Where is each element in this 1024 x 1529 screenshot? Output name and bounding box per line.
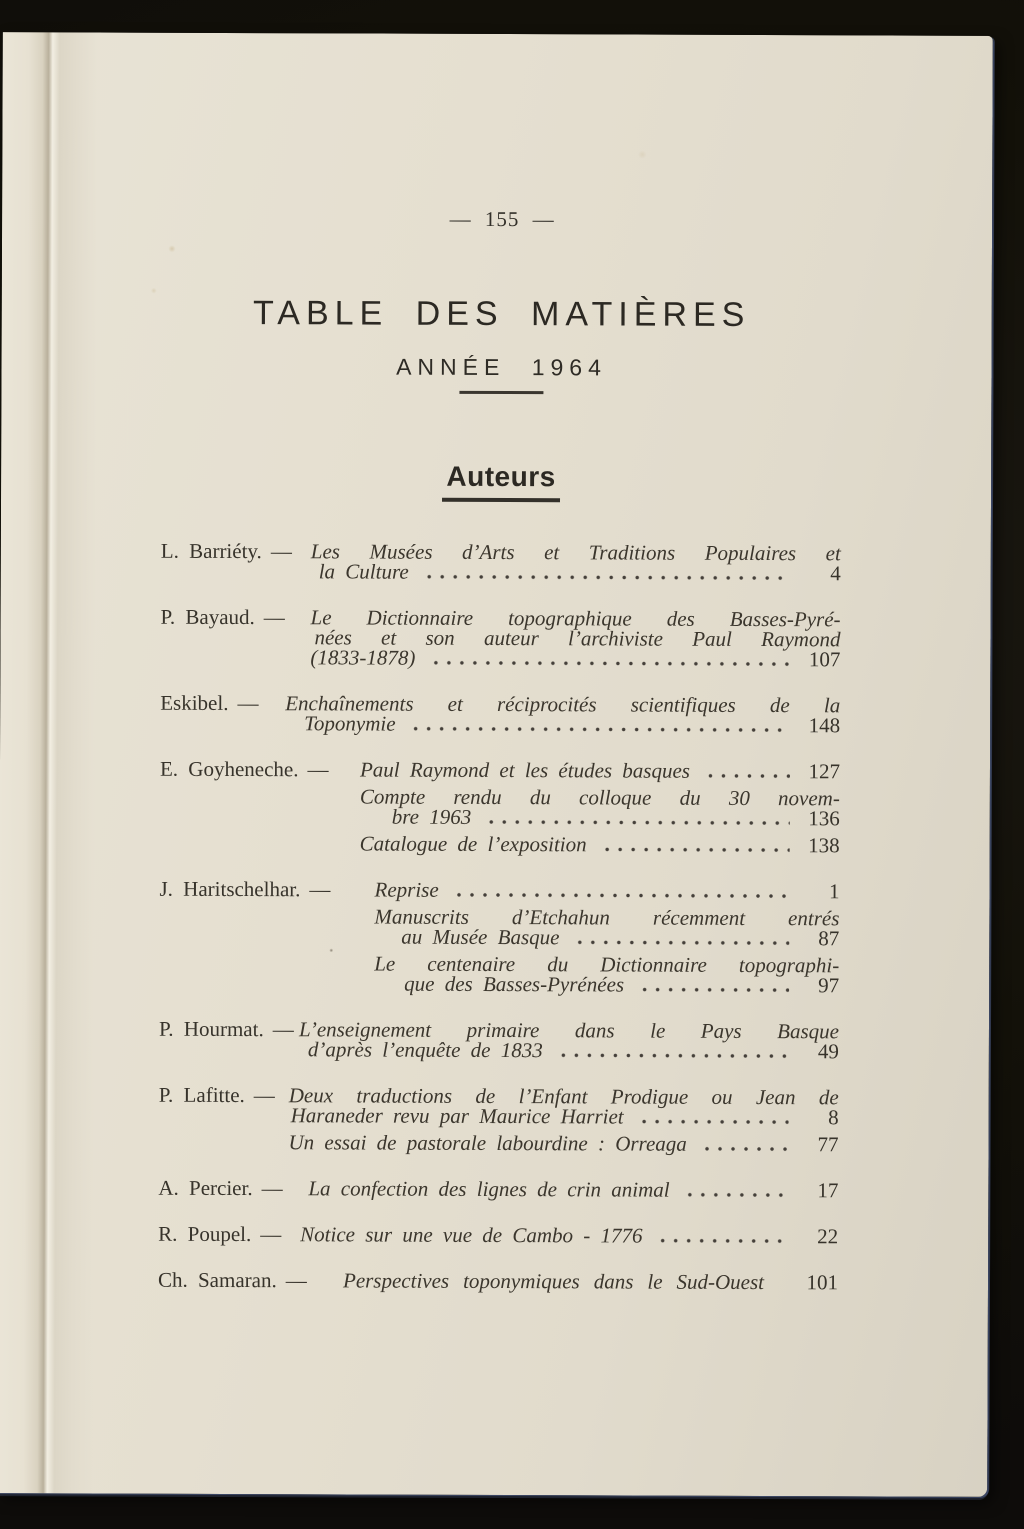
toc-entry xyxy=(159,876,840,998)
toc-work xyxy=(157,1267,839,1295)
toc-line xyxy=(158,1221,839,1249)
toc-title-text: Le centenaire du Dictionnaire topographi- xyxy=(374,951,840,978)
toc-title-text: bre 1963 xyxy=(391,804,472,829)
toc-author: Eskibel. — xyxy=(160,690,259,716)
page-folio: — 155 — xyxy=(449,206,555,232)
section-heading-auteurs: Auteurs xyxy=(442,461,559,502)
toc-title-text: Perspectives toponymiques dans le Sud-Ouest xyxy=(342,1268,765,1295)
toc-author-dash: — xyxy=(261,1176,283,1201)
toc-work xyxy=(159,756,841,784)
toc-title-text: la Culture xyxy=(318,559,409,584)
toc-title-text: Reprise xyxy=(374,877,439,902)
toc-title-text: Paul Raymond et les études basques xyxy=(359,757,691,783)
toc-author: Ch. Samaran. — xyxy=(157,1267,307,1293)
toc-author: J. Haritschelhar. — xyxy=(159,876,331,902)
toc-author-dash: — xyxy=(270,539,292,564)
page-subtitle: ANNÉE 1964 xyxy=(396,353,607,381)
toc-author-dash: — xyxy=(260,1222,282,1247)
toc-page-number: 101 xyxy=(806,1270,839,1295)
toc-entry xyxy=(157,1267,839,1295)
toc-title-text: Un essai de pastorale labourdine : Orreaga xyxy=(288,1130,687,1156)
toc-line xyxy=(160,647,840,670)
toc-page-number: 127 xyxy=(808,759,841,784)
dot-leader xyxy=(601,846,790,853)
toc-title-text: d’après l’enquête de 1833 xyxy=(307,1037,543,1063)
toc-page-number: 22 xyxy=(817,1224,839,1249)
toc-author-dash: — xyxy=(307,757,329,782)
toc-work xyxy=(159,953,839,996)
toc-title-text: Toponymie xyxy=(304,711,396,736)
title-rule xyxy=(459,391,543,394)
toc-author: P. Bayaud. — xyxy=(160,604,285,630)
toc-line xyxy=(160,690,841,718)
toc-page-number: 17 xyxy=(817,1178,839,1203)
toc-author: E. Goyheneche. — xyxy=(159,756,329,782)
toc-line xyxy=(160,806,840,829)
toc-title-text: Les Musées d’Arts et Traditions Populaires et xyxy=(310,539,841,566)
book-page-scan xyxy=(0,32,993,1497)
dot-leader xyxy=(410,726,791,733)
toc-title-text: (1833-1878) xyxy=(310,645,416,670)
toc-line xyxy=(160,833,840,856)
toc-title-text: Catalogue de l’exposition xyxy=(359,831,587,857)
toc-work xyxy=(158,1221,839,1249)
toc-author: R. Poupel. — xyxy=(158,1221,282,1247)
toc-line xyxy=(159,876,840,904)
toc-line xyxy=(160,627,840,650)
toc-author: P. Lafitte. — xyxy=(158,1082,275,1108)
toc-author-dash: — xyxy=(237,691,259,716)
toc-title-text: L’enseignement primaire dans le Pays Basque xyxy=(298,1017,840,1044)
toc-title-text: Haraneder revu par Maurice Harriet xyxy=(290,1103,624,1129)
toc-author: P. Hourmat. — xyxy=(158,1016,294,1042)
toc-work xyxy=(158,1082,839,1130)
section-heading-wrap xyxy=(161,460,841,504)
dot-leader xyxy=(657,1238,789,1245)
toc-page-number: 1 xyxy=(828,879,840,904)
toc-page-number: 138 xyxy=(808,833,840,858)
toc-line xyxy=(159,973,839,996)
toc-page-number: 97 xyxy=(818,973,840,998)
toc-entry xyxy=(158,1082,839,1157)
toc-title-text: nées et son auteur l’archiviste Paul Raymond xyxy=(314,625,841,652)
toc-title-text: Enchaînements et réciprocités scientifiques de la xyxy=(285,691,841,718)
page-title: TABLE DES MATIÈRES xyxy=(253,294,751,334)
toc-line xyxy=(157,1267,839,1295)
toc-work xyxy=(158,1016,840,1064)
toc-work xyxy=(160,786,840,829)
toc-work xyxy=(158,1175,839,1203)
toc-line xyxy=(159,1105,839,1128)
toc-page-number: 148 xyxy=(808,713,841,738)
toc-work xyxy=(160,604,841,672)
dot-leader xyxy=(778,1284,788,1290)
dot-leader xyxy=(423,574,791,581)
toc-work xyxy=(159,1132,839,1155)
toc-entry xyxy=(159,756,841,858)
toc-entry xyxy=(160,690,841,738)
toc-work xyxy=(160,690,841,738)
page-content xyxy=(157,33,843,1497)
dot-leader xyxy=(485,819,790,826)
dot-leader xyxy=(453,892,790,899)
toc-page-number: 8 xyxy=(828,1105,839,1130)
dot-leader xyxy=(573,939,789,946)
toc-line xyxy=(159,756,841,784)
toc-line xyxy=(160,786,840,809)
toc-work xyxy=(160,833,840,856)
toc-page-number: 4 xyxy=(830,561,841,586)
toc-entry xyxy=(158,1175,839,1203)
toc-title-text: La confection des lignes de crin animal xyxy=(308,1176,670,1202)
toc-title-text: Le Dictionnaire topographique des Basses-Pyré- xyxy=(310,605,841,632)
dot-leader xyxy=(429,660,790,667)
toc-page-number: 107 xyxy=(808,647,841,672)
toc-title-text: Deux traductions de l’Enfant Prodigue ou Jean de xyxy=(288,1083,839,1110)
toc-line xyxy=(160,538,841,566)
toc-entry xyxy=(158,1221,839,1249)
toc-line xyxy=(159,926,839,949)
dot-leader xyxy=(704,773,790,779)
toc-author-dash: — xyxy=(272,1017,294,1042)
toc-page-number: 87 xyxy=(818,926,840,951)
toc-author-dash: — xyxy=(285,1268,307,1293)
toc-line xyxy=(159,1132,839,1155)
toc-entry xyxy=(158,1016,840,1064)
toc-page-number: 77 xyxy=(817,1132,839,1157)
toc-author-dash: — xyxy=(253,1083,275,1108)
dot-leader xyxy=(638,1119,789,1126)
toc-line xyxy=(160,713,840,736)
toc-entries xyxy=(157,538,841,1295)
dot-leader xyxy=(684,1192,789,1198)
toc-line xyxy=(161,561,841,584)
dot-leader xyxy=(557,1052,789,1059)
toc-work xyxy=(159,906,839,949)
toc-line xyxy=(158,1175,839,1203)
toc-title-text: que des Basses-Pyrénées xyxy=(404,971,625,997)
toc-title-text: Compte rendu du colloque du 30 novem- xyxy=(359,784,840,811)
dot-leader xyxy=(638,987,789,994)
toc-work xyxy=(160,538,841,586)
toc-author-dash: — xyxy=(309,877,331,902)
toc-entry xyxy=(160,604,841,672)
toc-author-dash: — xyxy=(263,605,285,630)
toc-title-text: Manuscrits d’Etchahun récemment entrés xyxy=(374,904,840,931)
toc-work xyxy=(159,876,840,904)
toc-line xyxy=(159,1039,839,1062)
toc-page-number: 136 xyxy=(808,806,840,831)
dot-leader xyxy=(701,1146,789,1152)
toc-author: A. Percier. — xyxy=(158,1175,283,1201)
toc-entry xyxy=(160,538,841,586)
toc-page-number: 49 xyxy=(817,1039,839,1064)
toc-title-text: Notice sur une vue de Cambo - 1776 xyxy=(300,1222,643,1248)
toc-author: L. Barriéty. — xyxy=(160,538,292,564)
toc-title-text: au Musée Basque xyxy=(401,924,560,950)
